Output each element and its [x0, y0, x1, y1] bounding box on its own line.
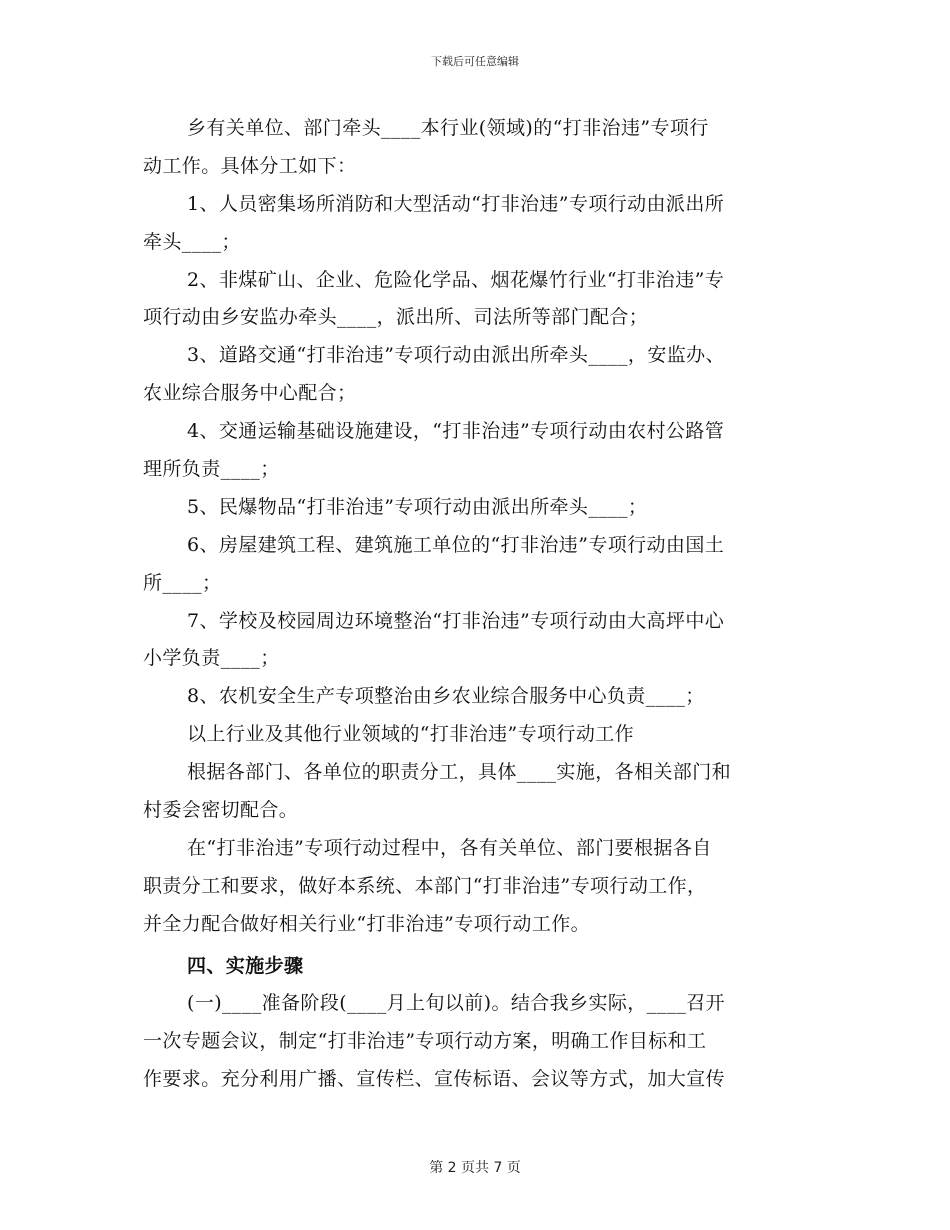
paragraph-line: 1、人员密集场所消防和大型活动“打非治违”专项行动由派出所	[187, 192, 725, 215]
document-body	[143, 110, 813, 1099]
page-header: 下载后可任意编辑	[431, 55, 519, 68]
paragraph-line: 理所负责____；	[143, 458, 280, 481]
paragraph-line: 4、交通运输基础设施建设，“打非治违”专项行动由农村公路管	[187, 420, 725, 443]
paragraph-line: 7、学校及校园周边环境整治“打非治违”专项行动由大高坪中心	[187, 609, 725, 632]
section-heading: 四、实施步骤	[187, 954, 304, 977]
paragraph-line: 职责分工和要求，做好本系统、本部门“打非治违”专项行动工作，	[143, 874, 707, 897]
paragraph-line: 一次专题会议，制定“打非治违”专项行动方案，明确工作目标和工	[143, 1030, 707, 1053]
paragraph-line: 农业综合服务中心配合；	[143, 382, 357, 405]
paragraph-line: 乡有关单位、部门牵头____本行业(领域)的“打非治违”专项行	[187, 117, 709, 139]
paragraph-line: 8、农机安全生产专项整治由乡农业综合服务中心负责____；	[187, 685, 705, 708]
paragraph-line: 村委会密切配合。	[143, 799, 299, 822]
page-footer: 第 2 页共 7 页	[429, 1160, 521, 1176]
paragraph-line: (一)____准备阶段(____月上旬以前)。结合我乡实际，____召开	[187, 992, 726, 1015]
paragraph-line: 项行动由乡安监办牵头____，派出所、司法所等部门配合；	[143, 306, 649, 329]
paragraph-line: 所____；	[143, 571, 222, 594]
paragraph-line: 在“打非治违”专项行动过程中，各有关单位、部门要根据各自	[187, 836, 712, 859]
paragraph-line: 并全力配合做好相关行业“打非治违”专项行动工作。	[143, 912, 591, 935]
paragraph-line: 2、非煤矿山、企业、危险化学品、烟花爆竹行业“打非治违”专	[187, 268, 725, 291]
paragraph-line: 5、民爆物品“打非治违”专项行动由派出所牵头____；	[187, 495, 648, 518]
paragraph-line: 3、道路交通“打非治违”专项行动由派出所牵头____，安监办、	[187, 344, 725, 367]
paragraph-line: 动工作。具体分工如下：	[143, 154, 357, 177]
paragraph-line: 小学负责____；	[143, 647, 280, 670]
paragraph-line: 6、房屋建筑工程、建筑施工单位的“打非治违”专项行动由国土	[187, 533, 725, 556]
paragraph-line: 以上行业及其他行业领域的“打非治违”专项行动工作	[187, 723, 635, 746]
paragraph-line: 牵头____；	[143, 230, 241, 253]
paragraph-line: 根据各部门、各单位的职责分工，具体____实施，各相关部门和	[187, 761, 732, 784]
paragraph-line: 作要求。充分利用广播、宣传栏、宣传标语、会议等方式，加大宣传	[143, 1068, 726, 1091]
